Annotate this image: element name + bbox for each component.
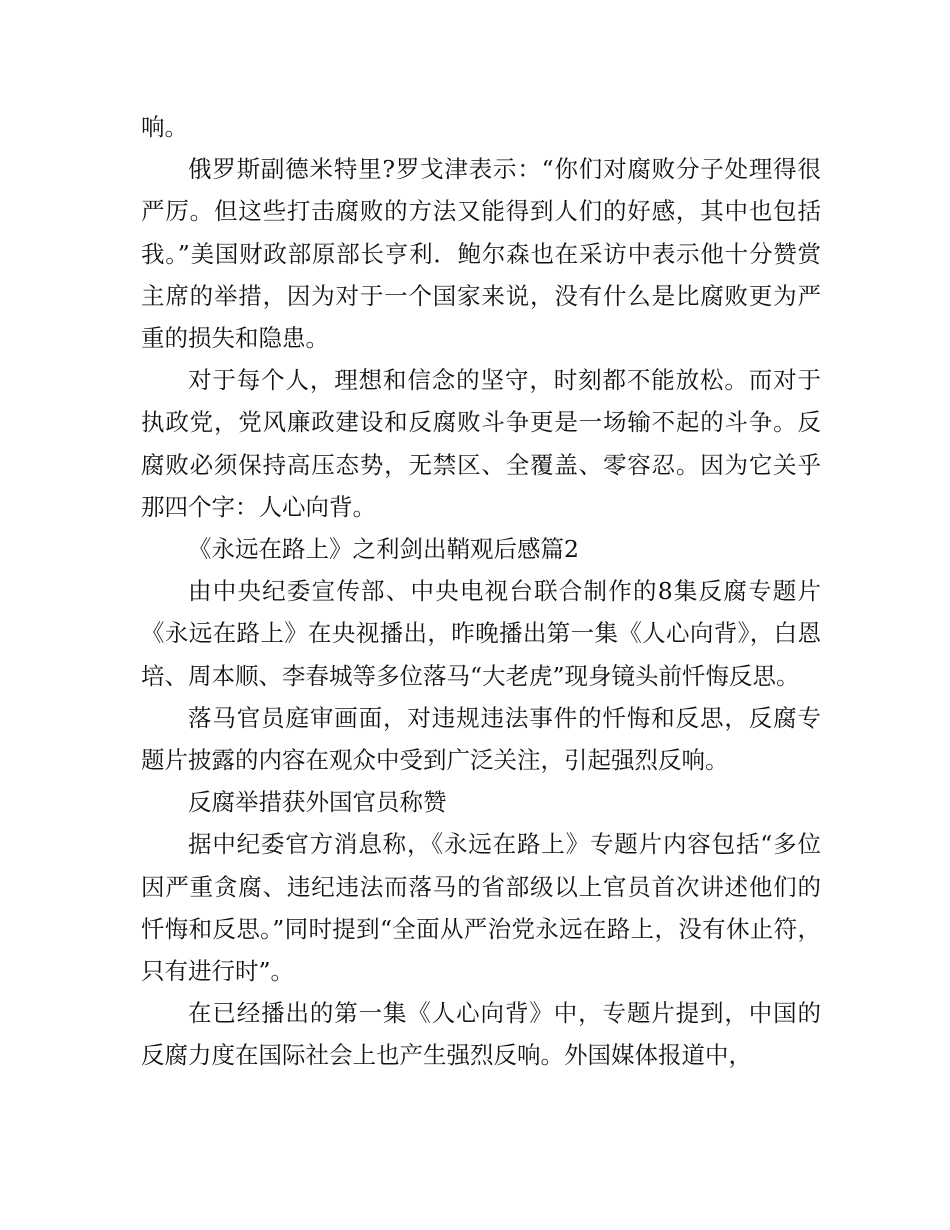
document-body xyxy=(141,106,821,1077)
paragraph: 俄罗斯副德米特里?罗戈津表示：“你们对腐败分子处理得很严厉。但这些打击腐败的方法又能得到人们的好感，其中也包括我。”美国财政部原部长亨利．鲍尔森也在采访中表示他十分赞赏主席的举措，因为对于一个国家来说，没有什么是比腐败更为严重的损失和隐患。 xyxy=(141,155,821,353)
paragraph: 据中纪委官方消息称，《永远在路上》专题片内容包括“多位因严重贪腐、违纪违法而落马的省部级以上官员首次讲述他们的忏悔和反思。”同时提到“全面从严治党永远在路上，没有休止符，只有进行时”。 xyxy=(141,830,821,986)
sub-heading: 反腐举措获外国官员称赞 xyxy=(188,788,447,817)
section-heading: 《永远在路上》之利剑出鞘观后感篇2 xyxy=(188,535,579,564)
paragraph: 落马官员庭审画面，对违规违法事件的忏悔和反思，反腐专题片披露的内容在观众中受到广泛关注，引起强烈反响。 xyxy=(141,703,821,775)
paragraph: 响。 xyxy=(141,113,188,141)
paragraph: 对于每个人，理想和信念的坚守，时刻都不能放松。而对于执政党，党风廉政建设和反腐败斗争更是一场输不起的斗争。反腐败必须保持高压态势，无禁区、全覆盖、零容忍。因为它关乎那四个字：人心向背。 xyxy=(141,366,821,521)
paragraph: 由中央纪委宣传部、中央电视台联合制作的8集反腐专题片《永远在路上》在央视播出，昨晚播出第一集《人心向背》，白恩培、周本顺、李春城等多位落马“大老虎”现身镜头前忏悔反思。 xyxy=(141,577,821,690)
paragraph: 在已经播出的第一集《人心向背》中，专题片提到，中国的反腐力度在国际社会上也产生强烈反响。外国媒体报道中， xyxy=(141,999,821,1070)
